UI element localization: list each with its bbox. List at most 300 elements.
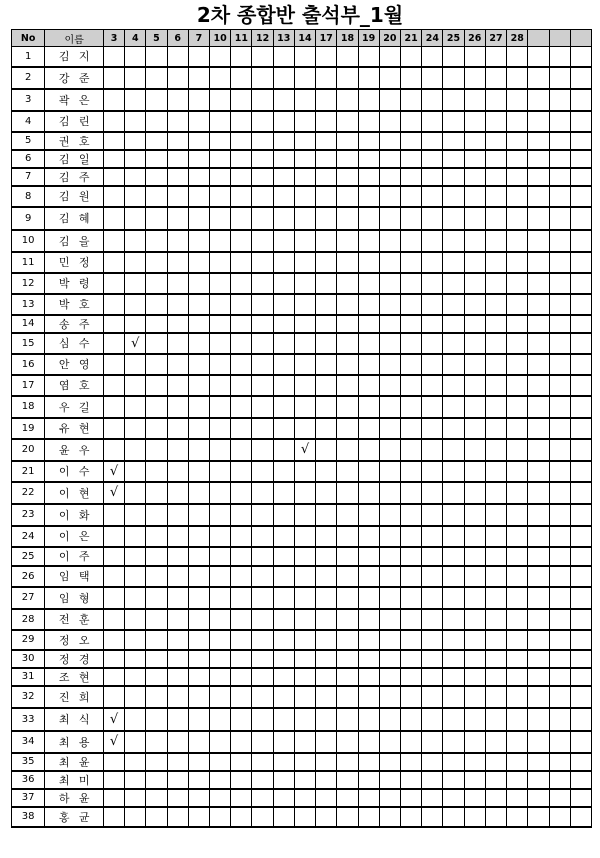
attendance-cell[interactable] (146, 504, 167, 526)
attendance-cell[interactable] (103, 650, 124, 668)
attendance-cell[interactable] (507, 482, 528, 504)
attendance-cell[interactable] (252, 186, 273, 207)
attendance-cell[interactable] (443, 668, 464, 686)
attendance-cell[interactable] (337, 547, 358, 566)
attendance-cell[interactable] (316, 708, 337, 731)
attendance-cell[interactable] (231, 609, 252, 630)
attendance-cell[interactable] (528, 630, 549, 650)
attendance-cell[interactable] (485, 354, 506, 375)
attendance-cell[interactable] (188, 587, 209, 609)
attendance-cell[interactable] (103, 753, 124, 771)
attendance-cell[interactable] (316, 186, 337, 207)
attendance-cell[interactable] (549, 504, 570, 526)
attendance-cell[interactable] (549, 609, 570, 630)
attendance-cell[interactable] (485, 207, 506, 230)
attendance-cell[interactable] (146, 439, 167, 461)
attendance-cell[interactable] (125, 609, 146, 630)
attendance-cell[interactable] (464, 547, 485, 566)
attendance-cell[interactable] (188, 609, 209, 630)
attendance-cell[interactable] (570, 753, 591, 771)
attendance-cell[interactable] (422, 89, 443, 111)
attendance-cell[interactable] (570, 47, 591, 67)
attendance-cell[interactable] (125, 482, 146, 504)
attendance-cell[interactable] (252, 294, 273, 315)
attendance-cell[interactable] (273, 609, 294, 630)
attendance-cell[interactable] (443, 547, 464, 566)
attendance-cell[interactable] (210, 461, 231, 482)
attendance-cell[interactable] (273, 207, 294, 230)
attendance-cell[interactable] (294, 566, 315, 587)
attendance-cell[interactable] (337, 252, 358, 273)
attendance-cell[interactable] (507, 230, 528, 252)
attendance-cell[interactable] (358, 650, 379, 668)
attendance-cell[interactable] (252, 731, 273, 753)
attendance-cell[interactable] (422, 150, 443, 168)
attendance-cell[interactable] (231, 630, 252, 650)
attendance-cell[interactable] (273, 686, 294, 708)
attendance-cell[interactable] (358, 111, 379, 132)
attendance-cell[interactable] (231, 230, 252, 252)
attendance-cell[interactable] (358, 807, 379, 827)
attendance-cell[interactable] (507, 771, 528, 789)
attendance-cell[interactable] (464, 396, 485, 418)
attendance-cell[interactable] (507, 132, 528, 150)
attendance-cell[interactable] (485, 418, 506, 439)
attendance-cell[interactable] (485, 333, 506, 354)
attendance-cell[interactable] (422, 294, 443, 315)
attendance-cell[interactable] (167, 418, 188, 439)
attendance-cell[interactable] (337, 789, 358, 807)
attendance-cell[interactable] (273, 168, 294, 186)
attendance-cell[interactable] (103, 294, 124, 315)
attendance-cell[interactable] (294, 186, 315, 207)
attendance-cell[interactable] (337, 587, 358, 609)
attendance-cell[interactable] (252, 686, 273, 708)
attendance-cell[interactable] (210, 547, 231, 566)
attendance-cell[interactable] (464, 354, 485, 375)
attendance-cell[interactable] (167, 439, 188, 461)
attendance-cell[interactable] (422, 650, 443, 668)
attendance-cell[interactable] (294, 504, 315, 526)
attendance-cell[interactable] (528, 439, 549, 461)
attendance-cell[interactable] (167, 504, 188, 526)
attendance-cell[interactable] (507, 315, 528, 333)
attendance-cell[interactable] (528, 132, 549, 150)
attendance-cell[interactable] (337, 132, 358, 150)
attendance-cell[interactable] (570, 587, 591, 609)
attendance-cell[interactable] (464, 207, 485, 230)
attendance-cell[interactable] (146, 333, 167, 354)
attendance-cell[interactable] (231, 807, 252, 827)
attendance-cell[interactable] (125, 89, 146, 111)
attendance-cell[interactable] (528, 207, 549, 230)
attendance-cell[interactable] (485, 273, 506, 294)
attendance-cell[interactable] (401, 186, 422, 207)
attendance-cell[interactable] (231, 461, 252, 482)
attendance-cell[interactable] (507, 650, 528, 668)
attendance-cell[interactable] (443, 686, 464, 708)
attendance-cell[interactable] (401, 587, 422, 609)
attendance-cell[interactable] (422, 354, 443, 375)
attendance-cell[interactable] (485, 789, 506, 807)
attendance-cell[interactable] (210, 566, 231, 587)
attendance-cell[interactable] (103, 789, 124, 807)
attendance-cell[interactable] (294, 207, 315, 230)
attendance-cell[interactable] (146, 375, 167, 396)
attendance-cell[interactable] (146, 186, 167, 207)
attendance-cell[interactable] (273, 150, 294, 168)
attendance-cell[interactable] (528, 89, 549, 111)
attendance-cell[interactable] (485, 294, 506, 315)
attendance-cell[interactable] (316, 630, 337, 650)
attendance-cell[interactable] (358, 461, 379, 482)
attendance-cell[interactable] (273, 630, 294, 650)
attendance-cell[interactable] (464, 771, 485, 789)
attendance-cell[interactable] (358, 150, 379, 168)
attendance-cell[interactable] (337, 333, 358, 354)
attendance-cell[interactable] (125, 504, 146, 526)
attendance-cell[interactable] (549, 807, 570, 827)
attendance-cell[interactable] (485, 731, 506, 753)
attendance-cell[interactable] (188, 294, 209, 315)
attendance-cell[interactable] (188, 566, 209, 587)
attendance-cell[interactable] (507, 686, 528, 708)
attendance-cell[interactable] (125, 273, 146, 294)
attendance-cell[interactable] (485, 89, 506, 111)
attendance-cell[interactable] (401, 708, 422, 731)
attendance-cell[interactable] (294, 753, 315, 771)
attendance-cell[interactable] (103, 587, 124, 609)
attendance-cell[interactable] (167, 186, 188, 207)
attendance-cell[interactable] (358, 230, 379, 252)
attendance-cell[interactable] (337, 150, 358, 168)
attendance-cell[interactable] (316, 771, 337, 789)
attendance-cell[interactable] (316, 482, 337, 504)
attendance-cell[interactable] (485, 771, 506, 789)
attendance-cell[interactable] (316, 526, 337, 547)
attendance-cell[interactable] (464, 375, 485, 396)
attendance-cell[interactable] (528, 587, 549, 609)
attendance-cell[interactable] (316, 461, 337, 482)
attendance-cell[interactable] (549, 396, 570, 418)
attendance-cell[interactable] (273, 708, 294, 731)
attendance-cell[interactable] (210, 526, 231, 547)
attendance-cell[interactable] (188, 375, 209, 396)
attendance-cell[interactable] (188, 168, 209, 186)
attendance-cell[interactable] (125, 771, 146, 789)
attendance-cell[interactable] (188, 686, 209, 708)
attendance-cell[interactable] (252, 132, 273, 150)
attendance-cell[interactable] (379, 207, 400, 230)
attendance-cell[interactable] (485, 67, 506, 89)
attendance-cell[interactable] (549, 273, 570, 294)
attendance-cell[interactable] (146, 789, 167, 807)
attendance-cell[interactable] (210, 650, 231, 668)
attendance-cell[interactable] (485, 375, 506, 396)
attendance-cell[interactable] (294, 354, 315, 375)
attendance-cell[interactable] (337, 168, 358, 186)
attendance-cell[interactable] (146, 753, 167, 771)
attendance-cell[interactable] (422, 461, 443, 482)
attendance-cell[interactable] (337, 89, 358, 111)
attendance-cell[interactable] (379, 439, 400, 461)
attendance-cell[interactable] (337, 418, 358, 439)
attendance-cell[interactable] (528, 566, 549, 587)
attendance-cell[interactable] (464, 630, 485, 650)
attendance-cell[interactable] (103, 668, 124, 686)
attendance-cell[interactable] (358, 273, 379, 294)
attendance-cell[interactable] (252, 547, 273, 566)
attendance-cell[interactable] (549, 630, 570, 650)
attendance-cell[interactable] (252, 418, 273, 439)
attendance-cell[interactable] (549, 186, 570, 207)
attendance-cell[interactable] (528, 771, 549, 789)
attendance-cell[interactable] (125, 315, 146, 333)
attendance-cell[interactable] (485, 668, 506, 686)
attendance-cell[interactable] (507, 273, 528, 294)
attendance-cell[interactable] (443, 396, 464, 418)
attendance-cell[interactable] (316, 111, 337, 132)
attendance-cell[interactable] (528, 609, 549, 630)
attendance-cell[interactable] (570, 731, 591, 753)
attendance-cell[interactable] (570, 789, 591, 807)
attendance-cell[interactable] (210, 168, 231, 186)
attendance-cell[interactable] (443, 186, 464, 207)
attendance-cell[interactable] (316, 547, 337, 566)
attendance-cell[interactable] (103, 547, 124, 566)
attendance-cell[interactable] (570, 396, 591, 418)
attendance-cell[interactable] (294, 418, 315, 439)
attendance-cell[interactable] (167, 375, 188, 396)
attendance-cell[interactable] (379, 686, 400, 708)
attendance-cell[interactable] (231, 207, 252, 230)
attendance-cell[interactable] (401, 168, 422, 186)
attendance-cell[interactable] (401, 315, 422, 333)
attendance-cell[interactable] (273, 67, 294, 89)
attendance-cell[interactable] (210, 731, 231, 753)
attendance-cell[interactable] (294, 439, 315, 461)
attendance-cell[interactable] (464, 47, 485, 67)
attendance-cell[interactable] (167, 526, 188, 547)
attendance-cell[interactable] (549, 668, 570, 686)
attendance-cell[interactable] (507, 587, 528, 609)
attendance-cell[interactable] (528, 375, 549, 396)
attendance-cell[interactable] (422, 47, 443, 67)
attendance-cell[interactable] (443, 482, 464, 504)
attendance-cell[interactable] (422, 439, 443, 461)
attendance-cell[interactable] (231, 686, 252, 708)
attendance-cell[interactable] (507, 396, 528, 418)
attendance-cell[interactable] (549, 731, 570, 753)
attendance-cell[interactable] (210, 315, 231, 333)
attendance-cell[interactable] (103, 168, 124, 186)
attendance-cell[interactable] (443, 252, 464, 273)
attendance-cell[interactable] (146, 609, 167, 630)
attendance-cell[interactable] (528, 315, 549, 333)
attendance-cell[interactable] (231, 67, 252, 89)
attendance-cell[interactable] (252, 111, 273, 132)
attendance-cell[interactable] (337, 708, 358, 731)
attendance-cell[interactable] (570, 333, 591, 354)
attendance-cell[interactable] (103, 461, 124, 482)
attendance-cell[interactable] (485, 132, 506, 150)
attendance-cell[interactable] (358, 67, 379, 89)
attendance-cell[interactable] (528, 396, 549, 418)
attendance-cell[interactable] (252, 708, 273, 731)
attendance-cell[interactable] (125, 461, 146, 482)
attendance-cell[interactable] (316, 439, 337, 461)
attendance-cell[interactable] (337, 609, 358, 630)
attendance-cell[interactable] (358, 753, 379, 771)
attendance-cell[interactable] (103, 354, 124, 375)
attendance-cell[interactable] (358, 789, 379, 807)
attendance-cell[interactable] (528, 753, 549, 771)
attendance-cell[interactable] (125, 354, 146, 375)
attendance-cell[interactable] (485, 630, 506, 650)
attendance-cell[interactable] (570, 315, 591, 333)
attendance-cell[interactable] (125, 47, 146, 67)
attendance-cell[interactable] (167, 482, 188, 504)
attendance-cell[interactable] (103, 418, 124, 439)
attendance-cell[interactable] (443, 731, 464, 753)
attendance-cell[interactable] (358, 630, 379, 650)
attendance-cell[interactable] (549, 111, 570, 132)
attendance-cell[interactable] (188, 132, 209, 150)
attendance-cell[interactable] (103, 252, 124, 273)
attendance-cell[interactable] (528, 333, 549, 354)
attendance-cell[interactable] (210, 686, 231, 708)
attendance-cell[interactable] (210, 630, 231, 650)
attendance-cell[interactable] (549, 547, 570, 566)
attendance-cell[interactable] (464, 150, 485, 168)
attendance-cell[interactable] (146, 252, 167, 273)
attendance-cell[interactable] (231, 354, 252, 375)
attendance-cell[interactable] (549, 67, 570, 89)
attendance-cell[interactable] (125, 207, 146, 230)
attendance-cell[interactable] (379, 789, 400, 807)
attendance-cell[interactable] (252, 587, 273, 609)
attendance-cell[interactable] (146, 731, 167, 753)
attendance-cell[interactable] (379, 753, 400, 771)
attendance-cell[interactable] (294, 315, 315, 333)
attendance-cell[interactable] (252, 47, 273, 67)
attendance-cell[interactable] (273, 504, 294, 526)
attendance-cell[interactable] (294, 461, 315, 482)
attendance-cell[interactable] (188, 807, 209, 827)
attendance-cell[interactable] (146, 566, 167, 587)
attendance-cell[interactable] (464, 708, 485, 731)
attendance-cell[interactable] (103, 132, 124, 150)
attendance-cell[interactable] (528, 504, 549, 526)
attendance-cell[interactable] (379, 89, 400, 111)
attendance-cell[interactable] (507, 504, 528, 526)
attendance-cell[interactable] (570, 354, 591, 375)
attendance-cell[interactable] (167, 132, 188, 150)
attendance-cell[interactable] (507, 753, 528, 771)
attendance-cell[interactable] (422, 807, 443, 827)
attendance-cell[interactable] (146, 168, 167, 186)
attendance-cell[interactable] (358, 686, 379, 708)
attendance-cell[interactable] (379, 354, 400, 375)
attendance-cell[interactable] (231, 753, 252, 771)
attendance-cell[interactable] (167, 630, 188, 650)
attendance-cell[interactable] (379, 273, 400, 294)
attendance-cell[interactable] (464, 252, 485, 273)
attendance-cell[interactable] (294, 168, 315, 186)
attendance-cell[interactable] (125, 547, 146, 566)
attendance-cell[interactable] (146, 315, 167, 333)
attendance-cell[interactable] (443, 504, 464, 526)
attendance-cell[interactable] (358, 375, 379, 396)
attendance-cell[interactable] (549, 771, 570, 789)
attendance-cell[interactable] (167, 461, 188, 482)
attendance-cell[interactable] (316, 668, 337, 686)
attendance-cell[interactable] (507, 89, 528, 111)
attendance-cell[interactable] (210, 67, 231, 89)
attendance-cell[interactable] (401, 630, 422, 650)
attendance-cell[interactable] (294, 686, 315, 708)
attendance-cell[interactable] (125, 294, 146, 315)
attendance-cell[interactable] (507, 547, 528, 566)
attendance-cell[interactable] (401, 252, 422, 273)
attendance-cell[interactable] (464, 753, 485, 771)
attendance-cell[interactable] (294, 731, 315, 753)
attendance-cell[interactable] (252, 333, 273, 354)
attendance-cell[interactable] (316, 609, 337, 630)
attendance-cell[interactable] (528, 230, 549, 252)
attendance-cell[interactable] (252, 630, 273, 650)
attendance-cell[interactable] (528, 273, 549, 294)
attendance-cell[interactable] (294, 150, 315, 168)
attendance-cell[interactable] (273, 807, 294, 827)
attendance-cell[interactable] (485, 47, 506, 67)
attendance-cell[interactable] (443, 333, 464, 354)
attendance-cell[interactable] (188, 150, 209, 168)
attendance-cell[interactable] (422, 482, 443, 504)
attendance-cell[interactable] (316, 566, 337, 587)
attendance-cell[interactable] (379, 630, 400, 650)
attendance-cell[interactable] (103, 630, 124, 650)
attendance-cell[interactable] (316, 731, 337, 753)
attendance-cell[interactable] (231, 396, 252, 418)
attendance-cell[interactable] (125, 789, 146, 807)
attendance-cell[interactable] (443, 753, 464, 771)
attendance-cell[interactable] (210, 504, 231, 526)
attendance-cell[interactable] (337, 461, 358, 482)
attendance-cell[interactable] (485, 708, 506, 731)
attendance-cell[interactable] (485, 396, 506, 418)
attendance-cell[interactable] (167, 315, 188, 333)
attendance-cell[interactable] (252, 89, 273, 111)
attendance-cell[interactable] (167, 789, 188, 807)
attendance-cell[interactable] (316, 753, 337, 771)
attendance-cell[interactable] (443, 439, 464, 461)
attendance-cell[interactable] (570, 668, 591, 686)
attendance-cell[interactable] (528, 547, 549, 566)
attendance-cell[interactable] (316, 807, 337, 827)
attendance-cell[interactable] (231, 273, 252, 294)
attendance-cell[interactable] (443, 789, 464, 807)
attendance-cell[interactable] (464, 566, 485, 587)
attendance-cell[interactable] (125, 753, 146, 771)
attendance-cell[interactable] (528, 482, 549, 504)
attendance-cell[interactable] (422, 252, 443, 273)
attendance-cell[interactable] (337, 650, 358, 668)
attendance-cell[interactable] (210, 708, 231, 731)
attendance-cell[interactable] (464, 186, 485, 207)
attendance-cell[interactable] (507, 708, 528, 731)
attendance-cell[interactable] (422, 504, 443, 526)
